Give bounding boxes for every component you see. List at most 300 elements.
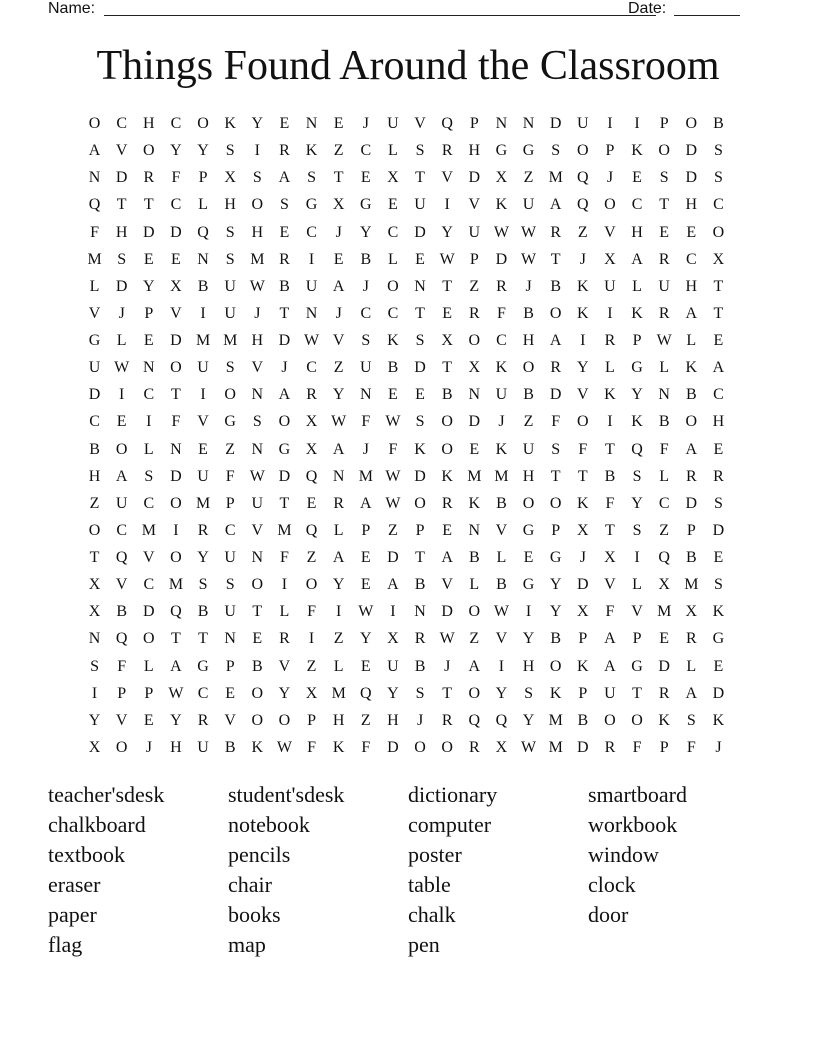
grid-letter: I	[308, 250, 315, 268]
grid-letter: Y	[332, 386, 345, 404]
grid-letter: B	[713, 115, 724, 132]
grid-letter: Z	[577, 223, 588, 241]
grid-letter: F	[605, 603, 615, 621]
grid-letter: R	[468, 304, 480, 322]
grid-letter: Q	[468, 711, 481, 729]
grid-letter: R	[279, 250, 290, 268]
grid-letter: V	[197, 413, 209, 431]
header	[48, 0, 740, 20]
grid-letter: V	[88, 304, 101, 322]
grid-letter: S	[415, 142, 425, 160]
grid-letter: H	[387, 711, 399, 729]
grid-letter: M	[548, 738, 563, 756]
grid-row	[81, 277, 732, 304]
grid-letter: Y	[170, 142, 182, 160]
grid-letter: O	[115, 440, 128, 458]
grid-letter: F	[307, 738, 317, 756]
grid-letter: W	[439, 250, 455, 268]
grid-letter: Y	[360, 630, 372, 648]
grid-letter: T	[659, 196, 670, 214]
grid-letter: O	[577, 413, 589, 431]
grid-letter: X	[387, 630, 399, 648]
grid-letter: Y	[143, 277, 155, 295]
grid-letter: S	[225, 250, 235, 268]
grid-letter: T	[116, 196, 127, 214]
grid-letter: E	[198, 440, 208, 458]
grid-letter: O	[658, 142, 670, 160]
grid-letter: W	[656, 332, 672, 349]
grid-letter: Z	[333, 359, 344, 377]
grid-letter: O	[522, 494, 535, 512]
grid-letter: M	[548, 711, 563, 729]
word-item: teacher'sdesk	[48, 782, 165, 807]
grid-letter: O	[278, 413, 291, 431]
grid-letter: A	[332, 549, 345, 566]
grid-letter: A	[685, 440, 698, 458]
grid-letter: Z	[225, 440, 236, 458]
grid-letter: Q	[441, 115, 453, 132]
grid-letter: R	[604, 738, 616, 756]
grid-row	[81, 629, 732, 656]
grid-letter: H	[685, 196, 698, 214]
grid-letter: C	[116, 521, 128, 539]
grid-row	[81, 114, 732, 141]
grid-letter: P	[632, 332, 642, 349]
grid-letter: B	[577, 711, 589, 729]
grid-letter: K	[658, 711, 670, 729]
grid-letter: I	[146, 413, 152, 431]
grid-letter: M	[467, 467, 482, 485]
grid-letter: S	[307, 169, 317, 187]
grid-letter: Y	[88, 711, 101, 729]
grid-letter: K	[631, 413, 643, 431]
grid-letter: H	[631, 223, 643, 241]
grid-letter: I	[200, 386, 206, 404]
grid-letter: P	[659, 738, 669, 756]
grid-letter: I	[607, 413, 613, 431]
name-label: Name:	[48, 0, 96, 17]
grid-letter: O	[468, 684, 481, 702]
name-input-line[interactable]	[104, 15, 656, 16]
grid-letter: W	[385, 413, 401, 431]
grid-letter: B	[685, 386, 697, 404]
grid-letter: E	[360, 549, 371, 566]
grid-letter: I	[580, 332, 586, 349]
grid-letter: E	[659, 223, 670, 241]
grid-letter: L	[116, 332, 127, 349]
grid-letter: V	[251, 521, 264, 539]
grid-letter: O	[115, 738, 128, 756]
grid-letter: E	[469, 440, 480, 458]
grid-letter: J	[606, 169, 614, 187]
grid-letter: J	[362, 440, 369, 458]
grid-letter: E	[713, 549, 724, 566]
word-item: pen	[408, 932, 440, 957]
grid-letter: B	[360, 250, 372, 268]
grid-letter: S	[632, 521, 642, 539]
grid-letter: Y	[577, 359, 589, 377]
grid-row	[81, 358, 732, 385]
grid-letter: A	[685, 304, 698, 322]
grid-letter: A	[468, 657, 481, 675]
word-item: dictionary	[408, 782, 498, 807]
grid-letter: D	[387, 549, 399, 566]
grid-letter: H	[685, 277, 698, 295]
grid-letter: X	[685, 603, 698, 621]
grid-letter: K	[495, 359, 508, 377]
grid-letter: V	[143, 549, 155, 566]
grid-letter: D	[712, 521, 725, 539]
grid-letter: E	[333, 115, 344, 132]
grid-letter: N	[88, 169, 101, 187]
grid-letter: X	[88, 738, 101, 756]
grid-letter: L	[333, 521, 344, 539]
grid-letter: D	[170, 467, 182, 485]
grid-letter: U	[115, 494, 128, 512]
grid-letter: C	[224, 521, 236, 539]
grid-letter: O	[441, 738, 453, 756]
grid-letter: B	[441, 386, 453, 404]
word-item: computer	[408, 812, 492, 837]
grid-letter: E	[143, 250, 154, 268]
grid-letter: C	[306, 359, 317, 377]
grid-letter: B	[251, 657, 263, 675]
grid-letter: S	[713, 142, 723, 160]
grid-letter: S	[524, 684, 534, 702]
grid-letter: C	[360, 142, 372, 160]
grid-letter: N	[251, 549, 264, 566]
grid-letter: C	[496, 332, 507, 349]
grid-letter: Y	[631, 386, 643, 404]
grid-letter: A	[549, 332, 562, 349]
grid-letter: L	[388, 142, 398, 160]
grid-letter: Y	[251, 115, 264, 132]
grid-letter: S	[252, 413, 262, 431]
grid-letter: B	[414, 576, 426, 594]
grid-letter: M	[684, 576, 699, 594]
grid-letter: O	[685, 413, 698, 431]
grid-letter: Q	[115, 549, 128, 566]
grid-letter: F	[578, 440, 588, 458]
grid-letter: F	[117, 657, 127, 675]
grid-letter: T	[198, 630, 208, 648]
grid-letter: Y	[495, 684, 508, 702]
grid-letter: D	[712, 684, 725, 702]
grid-letter: R	[197, 521, 209, 539]
grid-letter: M	[494, 467, 509, 485]
grid-letter: D	[549, 115, 562, 132]
grid-letter: N	[88, 630, 101, 648]
grid-letter: X	[88, 576, 101, 594]
grid-letter: N	[251, 386, 264, 404]
grid-letter: Y	[522, 630, 535, 648]
grid-letter: X	[170, 277, 182, 295]
word-column	[228, 780, 408, 960]
grid-letter: W	[304, 332, 320, 349]
grid-row	[81, 467, 732, 494]
grid-letter: A	[441, 549, 453, 566]
grid-letter: B	[468, 549, 480, 566]
grid-letter: T	[550, 467, 561, 485]
grid-letter: O	[522, 359, 535, 377]
word-item: chair	[228, 872, 272, 897]
grid-letter: P	[605, 142, 615, 160]
grid-letter: A	[332, 440, 345, 458]
grid-letter: G	[495, 142, 508, 160]
grid-letter: D	[115, 277, 128, 295]
grid-letter: J	[362, 277, 369, 295]
grid-letter: J	[335, 304, 342, 322]
grid-letter: L	[198, 196, 208, 214]
grid-letter: U	[360, 359, 372, 377]
grid-letter: G	[631, 359, 643, 377]
word-item: textbook	[48, 842, 125, 867]
grid-letter: E	[415, 386, 425, 404]
grid-letter: U	[522, 196, 535, 214]
grid-letter: V	[170, 304, 182, 322]
grid-letter: G	[88, 332, 101, 349]
word-item: chalkboard	[48, 812, 146, 837]
grid-letter: D	[88, 386, 101, 404]
grid-letter: W	[521, 250, 537, 268]
grid-letter: N	[332, 467, 345, 485]
grid-letter: D	[658, 657, 670, 675]
grid-letter: F	[632, 738, 642, 756]
grid-letter: T	[171, 386, 181, 404]
grid-letter: H	[522, 332, 535, 349]
grid-letter: P	[198, 169, 208, 187]
grid-letter: W	[114, 359, 130, 377]
grid-letter: W	[168, 684, 184, 702]
grid-letter: L	[89, 277, 100, 295]
grid-letter: O	[549, 494, 562, 512]
grid-letter: R	[658, 684, 670, 702]
grid-letter: C	[116, 115, 128, 132]
grid-letter: S	[551, 440, 561, 458]
grid-letter: F	[171, 413, 181, 431]
grid-letter: X	[387, 169, 399, 187]
grid-letter: A	[88, 142, 101, 160]
date-label: Date:	[628, 0, 667, 17]
grid-letter: V	[604, 576, 616, 594]
grid-letter: M	[331, 684, 346, 702]
grid-letter: R	[604, 332, 616, 349]
grid-letter: G	[522, 576, 535, 594]
grid-letter: O	[604, 196, 616, 214]
grid-letter: O	[712, 223, 725, 241]
grid-letter: T	[333, 169, 344, 187]
grid-letter: S	[713, 169, 723, 187]
grid-letter: U	[604, 277, 616, 295]
grid-row	[81, 223, 732, 250]
grid-letter: K	[712, 603, 725, 621]
grid-letter: U	[197, 359, 209, 377]
grid-letter: B	[197, 603, 209, 621]
grid-letter: S	[225, 142, 235, 160]
grid-letter: V	[468, 196, 481, 214]
grid-letter: S	[415, 684, 425, 702]
grid-letter: A	[170, 657, 182, 675]
grid-letter: P	[144, 304, 154, 322]
grid-letter: T	[577, 467, 588, 485]
grid-letter: X	[604, 549, 616, 566]
grid-letter: G	[522, 521, 535, 539]
grid-letter: N	[468, 521, 481, 539]
grid-letter: V	[332, 332, 345, 349]
page-title: Things Found Around the Classroom	[96, 43, 720, 89]
grid-letter: Q	[170, 603, 182, 621]
grid-letter: E	[171, 250, 181, 268]
grid-letter: E	[360, 169, 371, 187]
grid-letter: Z	[89, 494, 100, 512]
grid-letter: D	[685, 494, 698, 512]
grid-letter: W	[385, 467, 401, 485]
date-input-line[interactable]	[674, 15, 740, 16]
grid-letter: S	[117, 250, 127, 268]
grid-letter: H	[115, 223, 128, 241]
grid-letter: X	[712, 250, 725, 268]
grid-letter: Y	[631, 494, 643, 512]
grid-letter: X	[224, 169, 236, 187]
grid-letter: I	[390, 603, 396, 621]
grid-letter: H	[468, 142, 481, 160]
grid-letter: K	[251, 738, 264, 756]
grid-letter: O	[224, 386, 236, 404]
grid-letter: T	[252, 603, 263, 621]
grid-row	[81, 141, 732, 168]
grid-letter: Z	[306, 657, 317, 675]
grid-letter: D	[170, 332, 182, 349]
grid-letter: B	[496, 494, 507, 512]
grid-row	[81, 440, 732, 467]
word-bank	[48, 780, 768, 960]
grid-letter: C	[387, 223, 399, 241]
grid-letter: M	[548, 169, 563, 187]
grid-letter: V	[115, 142, 128, 160]
grid-letter: N	[143, 359, 155, 377]
grid-letter: P	[632, 630, 642, 648]
grid-letter: D	[685, 142, 698, 160]
grid-letter: V	[577, 386, 589, 404]
grid-row	[81, 521, 732, 548]
grid-letter: G	[278, 440, 291, 458]
grid-letter: X	[332, 196, 345, 214]
grid-letter: T	[415, 549, 425, 566]
grid-letter: W	[439, 630, 455, 648]
grid-letter: S	[252, 169, 262, 187]
grid-letter: T	[442, 277, 453, 295]
grid-letter: H	[170, 738, 182, 756]
grid-letter: C	[713, 196, 724, 214]
grid-letter: T	[605, 521, 615, 539]
word-item: window	[588, 842, 659, 867]
grid-letter: A	[278, 386, 291, 404]
grid-letter: W	[276, 738, 292, 756]
grid-letter: B	[604, 467, 616, 485]
grid-letter: B	[550, 630, 562, 648]
grid-letter: R	[658, 250, 670, 268]
grid-letter: Y	[387, 684, 399, 702]
grid-letter: X	[658, 576, 670, 594]
grid-letter: Z	[333, 630, 344, 648]
grid-letter: R	[414, 630, 426, 648]
grid-letter: W	[358, 603, 374, 621]
grid-row	[81, 711, 732, 738]
grid-letter: H	[88, 467, 101, 485]
grid-letter: S	[361, 332, 371, 349]
grid-letter: W	[249, 467, 265, 485]
grid-letter: C	[197, 684, 209, 702]
grid-letter: V	[278, 657, 291, 675]
grid-letter: X	[577, 603, 589, 621]
grid-letter: Q	[658, 549, 670, 566]
grid-letter: Q	[305, 467, 318, 485]
grid-letter: D	[278, 467, 291, 485]
grid-letter: U	[604, 684, 616, 702]
grid-letter: F	[361, 738, 371, 756]
grid-letter: D	[495, 250, 508, 268]
grid-letter: U	[224, 277, 236, 295]
grid-letter: C	[685, 250, 697, 268]
word-item: map	[228, 932, 266, 957]
grid-letter: S	[225, 223, 235, 241]
grid-letter: A	[115, 467, 128, 485]
grid-letter: M	[223, 332, 238, 349]
grid-letter: B	[224, 738, 236, 756]
grid-letter: K	[631, 142, 643, 160]
grid-letter: F	[686, 738, 696, 756]
grid-letter: L	[279, 603, 290, 621]
grid-letter: M	[657, 603, 672, 621]
grid-letter: S	[144, 467, 154, 485]
grid-letter: O	[170, 359, 182, 377]
grid-letter: K	[495, 440, 508, 458]
word-item: pencils	[228, 842, 291, 867]
grid-letter: T	[442, 684, 453, 702]
grid-letter: F	[225, 467, 235, 485]
word-item: student'sdesk	[228, 782, 345, 807]
grid-letter: Y	[197, 549, 209, 566]
grid-letter: Z	[523, 169, 534, 187]
grid-letter: E	[306, 494, 317, 512]
grid-letter: N	[522, 115, 535, 132]
grid-row	[81, 548, 732, 575]
grid-letter: P	[659, 115, 669, 132]
grid-letter: A	[604, 657, 616, 675]
grid-letter: X	[468, 359, 481, 377]
grid-letter: Q	[495, 711, 508, 729]
grid-letter: T	[415, 169, 425, 187]
grid-letter: B	[658, 413, 670, 431]
grid-letter: F	[279, 549, 289, 566]
grid-letter: G	[224, 413, 236, 431]
grid-letter: O	[441, 413, 453, 431]
grid-letter: Q	[88, 196, 101, 214]
grid-letter: P	[686, 521, 696, 539]
grid-letter: K	[549, 684, 562, 702]
grid-letter: C	[387, 304, 399, 322]
word-item: smartboard	[588, 782, 687, 807]
word-item: workbook	[588, 812, 678, 837]
grid-letter: I	[91, 684, 98, 702]
grid-letter: E	[632, 169, 642, 187]
grid-letter: F	[496, 304, 506, 322]
grid-letter: O	[685, 115, 698, 132]
grid-letter: S	[225, 576, 235, 594]
grid-letter: U	[468, 223, 481, 241]
grid-letter: N	[305, 115, 318, 132]
grid-letter: I	[444, 196, 450, 214]
